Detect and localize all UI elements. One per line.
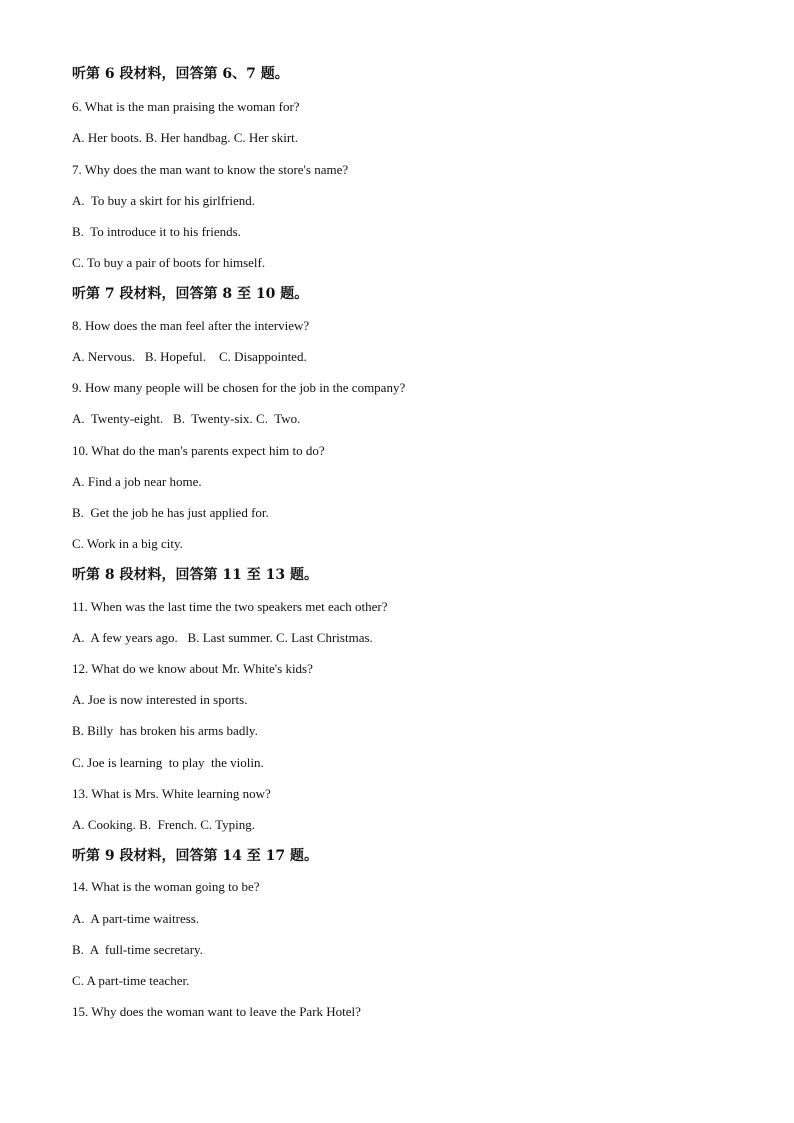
option-7c: C. To buy a pair of boots for himself. <box>72 255 266 270</box>
question-8: 8. How does the man feel after the interview? <box>72 318 310 333</box>
section-heading-8: 听第 8 段材料，回答第 11 至 13 题。 <box>72 567 318 583</box>
option-12c: C. Joe is learning to play the violin. <box>72 755 264 770</box>
options-6: A. Her boots. B. Her handbag. C. Her skirt. <box>72 130 299 145</box>
option-14a: A. A part-time waitress. <box>72 911 200 926</box>
question-10: 10. What do the man's parents expect him to do? <box>72 443 325 458</box>
option-10c: C. Work in a big city. <box>72 536 183 551</box>
question-9: 9. How many people will be chosen for the job in the company? <box>72 380 406 395</box>
section-heading-7: 听第 7 段材料，回答第 8 至 10 题。 <box>72 286 309 302</box>
question-7: 7. Why does the man want to know the store's name? <box>72 162 349 177</box>
options-8: A. Nervous. B. Hopeful. C. Disappointed. <box>72 349 307 364</box>
options-11: A. A few years ago. B. Last summer. C. Last Christmas. <box>72 630 373 645</box>
option-10a: A. Find a job near home. <box>72 474 202 489</box>
option-12a: A. Joe is now interested in sports. <box>72 692 248 707</box>
question-12: 12. What do we know about Mr. White's kids? <box>72 661 313 676</box>
question-15: 15. Why does the woman want to leave the Park Hotel? <box>72 1004 361 1019</box>
question-11: 11. When was the last time the two speakers met each other? <box>72 599 388 614</box>
option-7b: B. To introduce it to his friends. <box>72 224 241 239</box>
section-heading-9: 听第 9 段材料，回答第 14 至 17 题。 <box>72 848 318 864</box>
option-14b: B. A full-time secretary. <box>72 942 203 957</box>
option-7a: A. To buy a skirt for his girlfriend. <box>72 193 255 208</box>
question-6: 6. What is the man praising the woman for? <box>72 99 300 114</box>
option-14c: C. A part-time teacher. <box>72 973 190 988</box>
section-heading-6: 听第 6 段材料，回答第 6、7 题。 <box>72 66 289 82</box>
option-12b: B. Billy has broken his arms badly. <box>72 723 258 738</box>
option-10b: B. Get the job he has just applied for. <box>72 505 269 520</box>
question-14: 14. What is the woman going to be? <box>72 879 260 894</box>
options-9: A. Twenty-eight. B. Twenty-six. C. Two. <box>72 411 301 426</box>
options-13: A. Cooking. B. French. C. Typing. <box>72 817 256 832</box>
question-13: 13. What is Mrs. White learning now? <box>72 786 271 801</box>
